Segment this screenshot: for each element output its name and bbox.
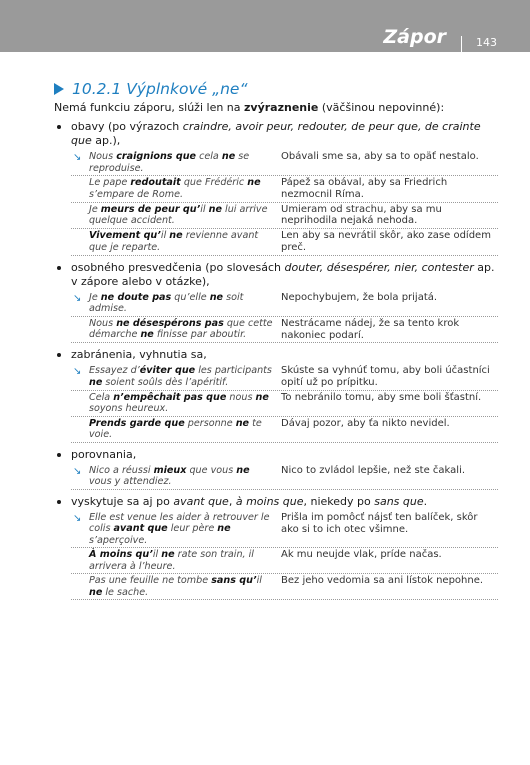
slovak-translation: Dávaj pozor, aby ťa nikto nevidel. — [281, 417, 450, 429]
text-run: vous y attendiez. — [89, 476, 172, 488]
text-run: qu’elle — [171, 291, 210, 303]
arrow-down-right-icon: ↘ — [73, 152, 82, 163]
section-heading-text: 10.2.1 Výplnkové „ne“ — [72, 80, 248, 98]
bullet-item — [54, 495, 498, 509]
emphasis-text: Vivement qu’ — [89, 230, 161, 242]
usage-list — [54, 120, 498, 600]
text-run: porovnania, — [71, 447, 137, 461]
emphasis-text: ne — [209, 291, 224, 303]
text-run: finisse par aboutir. — [153, 329, 247, 341]
text-run: Nico a réussi — [89, 464, 154, 476]
slovak-translation: Prišla im pomôcť nájsť ten balíček, skôr ako si to ich otec všimne. — [281, 511, 478, 535]
text-run: cela — [196, 151, 222, 162]
usage-group — [54, 448, 498, 490]
emphasis-text: ne doute pas — [100, 291, 172, 303]
text-run: craindre, avoir peur, redouter, de peur que, de crainte que — [71, 120, 481, 147]
text-run: Elle est venue les aider à retrouver le colis — [89, 511, 270, 535]
emphasis-text: ne — [217, 523, 231, 535]
text-run: Je — [89, 203, 101, 215]
arrow-down-right-icon: ↘ — [73, 292, 82, 304]
arrow-down-right-icon: ↘ — [73, 366, 82, 378]
usage-group — [54, 120, 498, 256]
arrow-down-right-icon: ↘ — [73, 465, 82, 477]
text-run: osobného presvedčenia (po slovesách — [71, 260, 285, 274]
usage-group — [54, 495, 498, 601]
text-run: Nous — [89, 151, 117, 162]
text-run: avant que — [173, 494, 229, 508]
text-run: sans que — [374, 494, 424, 508]
example-table — [71, 291, 498, 344]
text-run: Nemá funkciu záporu, slúži len na — [54, 101, 245, 114]
emphasis-text: avant que — [113, 523, 168, 535]
bullet-dot-icon — [57, 266, 61, 270]
french-example — [71, 318, 281, 342]
example-row — [71, 150, 498, 176]
text-run: lui arrive quelque accident. — [89, 203, 268, 227]
slovak-translation: Nepochybujem, že bola prijatá. — [281, 291, 438, 303]
text-run: Nous — [89, 317, 117, 329]
emphasis-text: ne — [161, 549, 175, 561]
example-row — [71, 317, 498, 344]
text-run: , niekedy po — [303, 494, 375, 508]
text-run: se reproduise. — [89, 151, 250, 174]
french-example — [71, 418, 281, 441]
french-example — [71, 177, 281, 201]
usage-group — [54, 261, 498, 344]
example-row — [71, 464, 498, 490]
emphasis-text: ne — [236, 464, 250, 476]
emphasis-text: éviter que — [139, 365, 196, 377]
french-example — [71, 465, 281, 488]
bullet-item — [54, 448, 498, 462]
text-run: ap. v zápore alebo v otázke), — [71, 260, 495, 288]
emphasis-text: ne désespérons pas — [116, 317, 224, 329]
page-number: 143 — [476, 36, 497, 49]
example-row — [71, 574, 498, 600]
bullet-dot-icon — [57, 353, 61, 357]
slovak-translation: Ak mu neujde vlak, príde načas. — [281, 549, 442, 561]
french-example — [71, 230, 281, 254]
french-example — [71, 204, 281, 228]
emphasis-text: ne — [208, 203, 222, 215]
example-row — [71, 391, 498, 417]
text-run: que Frédéric — [180, 177, 248, 188]
emphasis-text: ne — [255, 391, 269, 403]
text-run: zabránenia, vyhnutia sa, — [71, 348, 207, 362]
text-run: Pas une feuille ne tombe — [89, 575, 212, 587]
emphasis-text: meurs de peur qu’ — [100, 203, 201, 215]
text-run: les participants — [195, 365, 272, 377]
slovak-translation: Pápež sa obával, aby sa Friedrich nezmocnil Ríma. — [281, 177, 448, 200]
emphasis-text: sans qu’ — [211, 575, 257, 587]
slovak-translation: Len aby sa nevrátil skôr, ako zase odídem preč. — [281, 230, 491, 253]
text-run: il — [160, 230, 170, 242]
text-run: rate son train, il arrivera à l’heure. — [89, 549, 254, 572]
emphasis-text: n’empêchait pas que — [113, 391, 227, 403]
triangle-bullet-icon — [54, 83, 64, 95]
text-run: Cela — [89, 391, 114, 403]
example-row — [71, 548, 498, 574]
slovak-translation: Bez jeho vedomia sa ani lístok nepohne. — [281, 575, 484, 587]
slovak-translation: Nestrácame nádej, že sa tento krok nakoniec podarí. — [281, 317, 460, 341]
text-run: s’empare de Rome. — [89, 188, 184, 200]
emphasis-text: ne — [140, 329, 154, 341]
french-example — [71, 575, 281, 598]
text-run: . — [423, 494, 428, 508]
example-row — [71, 176, 498, 203]
text-run: Je — [89, 291, 101, 303]
emphasis-text: ne — [235, 417, 250, 429]
example-row — [71, 417, 498, 443]
section-heading — [54, 80, 498, 98]
text-run: il — [152, 549, 162, 561]
emphasis-text: ne — [89, 586, 103, 598]
emphasis-text: ne — [169, 230, 183, 242]
header-divider — [461, 36, 462, 53]
slovak-translation: Skúste sa vyhnúť tomu, aby boli účastníci opití už po prípitku. — [281, 365, 490, 389]
french-example — [71, 292, 281, 315]
text-run: soit admise. — [89, 291, 244, 315]
emphasis-text: ne — [221, 151, 236, 162]
example-row — [71, 364, 498, 391]
french-example — [71, 392, 281, 415]
text-run: il — [200, 203, 209, 215]
slovak-translation: Nico to zvládol lepšie, než ste čakali. — [281, 464, 466, 476]
text-run: s’aperçoive. — [89, 534, 148, 546]
example-row — [71, 203, 498, 230]
page-content — [54, 80, 498, 600]
bullet-dot-icon — [57, 125, 61, 129]
bullet-item — [54, 120, 498, 148]
text-run: à moins que — [235, 494, 304, 508]
text-run: soient soûls dès l’apéritif. — [102, 376, 229, 388]
emphasis-text: zvýraznenie — [244, 101, 319, 114]
text-run: Le pape — [89, 177, 131, 188]
text-run: Essayez d’ — [89, 365, 140, 377]
emphasis-text: Prends garde que — [89, 417, 185, 429]
text-run: douter, désespérer, nier, contester — [284, 260, 474, 274]
text-run: nous — [226, 391, 256, 403]
page-header — [0, 0, 530, 52]
text-run: vyskytuje sa aj po — [71, 494, 174, 508]
bullet-dot-icon — [57, 453, 61, 457]
french-example — [71, 365, 281, 389]
text-run: (väčšinou nepovinné): — [318, 101, 445, 114]
text-run: que vous — [186, 464, 237, 476]
text-run: ap.), — [91, 134, 121, 147]
text-run: te voie. — [89, 417, 262, 441]
text-run: revienne avant que je reparte. — [89, 230, 259, 253]
example-table — [71, 364, 498, 443]
emphasis-text: ne — [247, 177, 261, 188]
emphasis-text: mieux — [153, 464, 187, 476]
bullet-dot-icon — [57, 500, 61, 504]
emphasis-text: craignions que — [116, 151, 197, 162]
arrow-down-right-icon: ↘ — [73, 512, 82, 524]
chapter-title: Zápor — [383, 26, 446, 48]
slovak-translation: To nebránilo tomu, aby sme boli šťastní. — [281, 391, 482, 403]
text-run: soyons heureux. — [89, 403, 169, 415]
french-example — [71, 549, 281, 572]
text-run: obavy (po výrazoch — [71, 120, 183, 133]
text-run: le sache. — [102, 586, 149, 598]
intro-paragraph — [54, 101, 498, 115]
emphasis-text: À moins qu’ — [89, 549, 153, 561]
text-run: personne — [184, 417, 236, 429]
emphasis-text: ne — [89, 376, 103, 388]
french-example — [71, 151, 281, 174]
text-run: que cette démarche — [89, 317, 273, 341]
bullet-item — [54, 261, 498, 289]
bullet-item — [54, 348, 498, 362]
example-row — [71, 229, 498, 256]
example-table — [71, 511, 498, 601]
french-example — [71, 512, 281, 547]
example-row — [71, 511, 498, 549]
example-row — [71, 291, 498, 317]
example-table — [71, 464, 498, 490]
usage-group — [54, 348, 498, 443]
example-table — [71, 150, 498, 256]
emphasis-text: redoutait — [130, 177, 181, 188]
slovak-translation: Obávali sme sa, aby sa to opäť nestalo. — [281, 151, 479, 162]
text-run: , — [228, 494, 236, 508]
text-run: leur père — [167, 523, 218, 535]
text-run: il — [256, 575, 262, 587]
slovak-translation: Umieram od strachu, aby sa mu neprihodila nejaká nehoda. — [281, 203, 442, 227]
